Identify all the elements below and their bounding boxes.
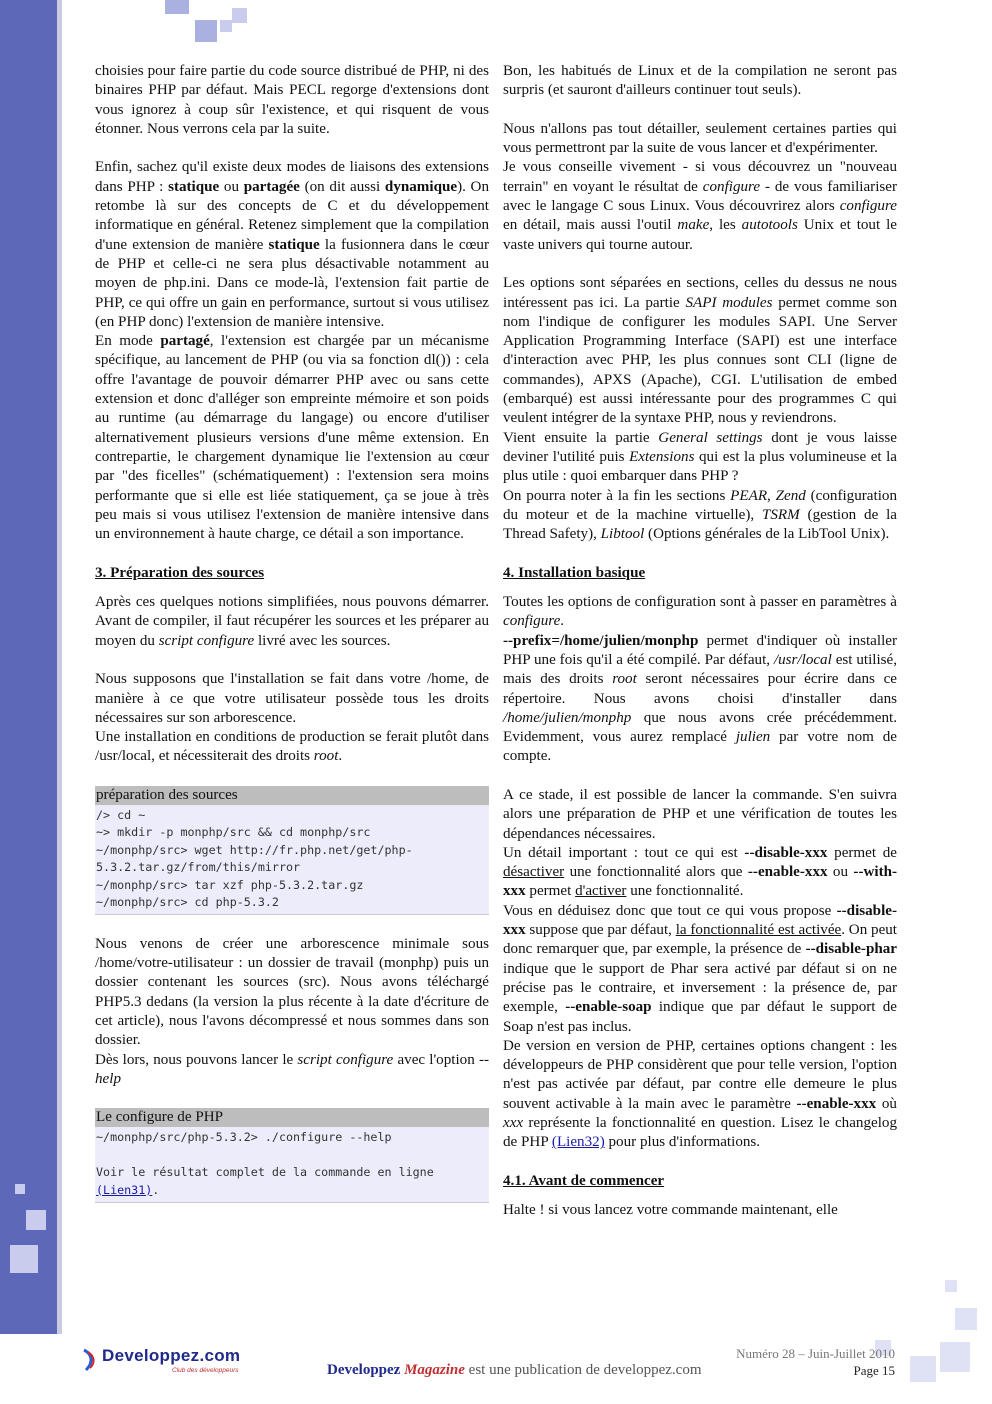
section-heading: 4. Installation basique — [503, 564, 646, 581]
decor-square — [232, 8, 247, 23]
section-heading: 3. Préparation des sources — [95, 564, 265, 581]
paragraph: A ce stade, il est possible de lancer la commande. S'en suivra alors une préparation de PHP et une vérification de toutes les dépendances nécessaires. — [503, 786, 897, 842]
code-block-content: /> cd ~ ~> mkdir -p monphp/src && cd monphp/src ~/monphp/src> wget http://fr.php.net/get/php-5.3.2.tar.gz/from/this/mirror ~/monphp/src> tar xzf php-5.3.2.tar.gz ~/monphp/src> cd php-5.3.2 — [96, 807, 413, 910]
page-sidebar — [0, 0, 57, 1334]
paragraph: On pourra noter à la fin les sections PEAR, Zend (configuration du moteur et de la machine virtuelle), TSRM (gestion de la Thread Safety), Libtool (Options générales de la LibTool Unix). — [503, 487, 898, 543]
sidebar-shadow — [57, 0, 62, 1334]
right-column — [503, 62, 897, 1221]
page-number: Page 15 — [853, 1363, 895, 1378]
paragraph: Les options sont séparées en sections, celles du dessus ne nous intéressent pas ici. La partie SAPI modules permet comme son nom l'indique de configurer les modules SAPI. Une Server Application Programming Interface (SAPI) est une interface d'interaction avec PHP, les plus connues sont CLI (ligne de commandes), APXS (Apache), CGI. L'utilisation de embed (embarqué) est aussi intéressante pour des programmes C qui veulent intégrer de la syntaxe PHP, nous y reviendrons. — [503, 275, 898, 427]
paragraph: De version en version de PHP, certaines options changent : les développeurs de PHP considèrent que pour telle version, l'option n'est pas activée par défaut, par contre elle demeure le plus souvent activable à la main avec le paramètre --enable-xxx où xxx représente la fonctionnalité en question. Lisez le changelog de PHP (Lien32) pour plus d'informations. — [503, 1037, 897, 1151]
paragraph: Une installation en conditions de production se ferait plutôt dans /usr/local, et nécessiterait des droits root. — [95, 729, 489, 765]
decor-square — [10, 1245, 38, 1273]
issue-number: Numéro 28 – Juin-Juillet 2010 — [736, 1346, 895, 1361]
paragraph: Toutes les options de configuration sont à passer en paramètres à configure. — [503, 594, 897, 630]
section-heading: 4.1. Avant de commencer — [503, 1172, 665, 1189]
decor-square — [195, 20, 217, 42]
paragraph: Je vous conseille vivement - si vous découvrez un "nouveau terrain" en voyant le résultat de configure - de vous familiariser avec le langage C sous Linux. Vous découvrirez alors configure en détail, mais aussi l'outil make, les autotools Unix et tout le vaste univers qui tourne autour. — [503, 159, 897, 253]
logo-subtitle: Club des développeurs — [172, 1367, 239, 1374]
paragraph: Nous supposons que l'installation se fait dans votre /home, de manière à ce que votre utilisateur possède tous les droits nécessaires sur son arborescence. — [95, 671, 489, 726]
decor-square — [15, 1184, 25, 1194]
paragraph: Bon, les habitués de Linux et de la compilation ne seront pas surpris (et sauront d'ailleurs continuer tout seuls). — [503, 63, 897, 99]
paragraph: Après ces quelques notions simplifiées, nous pouvons démarrer. Avant de compiler, il faut récupérer les sources et les préparer au moyen du script configure livré avec les sources. — [95, 594, 489, 649]
code-block-title: préparation des sources — [95, 786, 489, 805]
paragraph-partage: En mode partagé, l'extension est chargée par un mécanisme spécifique, au lancement de PHP (ou via sa fonction dl()) : cela offre l'avantage de pouvoir démarrer PHP avec ou sans cette extension et donc d'alléger son empreinte mémoire et son poids au runtime (au démarrage du langage) ou encore d'utiliser alternativement plusieurs versions d'une même extension. En contrepartie, le chargement dynamique lie l'extension au cœur par "des ficelles" (schématiquement) : l'extension sera moins performante que si elle est liée statiquement, ça se joue à très peu mais si vous utilisez l'extension de manière intensive dans un environnement à haute charge, ce détail a son importance. — [95, 333, 489, 543]
link-lien31[interactable]: (Lien31) — [96, 1182, 153, 1197]
code-block — [95, 1108, 489, 1203]
decor-square — [220, 20, 232, 32]
code-block-content: ~/monphp/src/php-5.3.2> ./configure --help Voir le résultat complet de la commande en ligne (Lien31). — [96, 1130, 441, 1197]
paragraph-liaisons: Enfin, sachez qu'il existe deux modes de liaisons des extensions dans PHP : statique ou partagée (on dit aussi dynamique). On retombe là sur des concepts de C et du développement informatique en général. Retenez simplement que la compilation d'une extension de manière statique la fusionnera dans le cœur de PHP et celle-ci ne sera plus désactivable notamment au moyen de php.ini. Dans ce mode-là, l'extension fait partie de PHP, ce qui offre un gain en performance, surtout si vous utilisez (en PHP donc) l'extension de manière intensive. — [95, 159, 490, 330]
paragraph: Dès lors, nous pouvons lancer le script configure avec l'option --help — [95, 1051, 489, 1087]
paragraph: Nous n'allons pas tout détailler, seulement certaines parties qui vous permettront par la suite de vous lancer et d'expérimenter. — [503, 120, 897, 157]
decor-square — [165, 0, 189, 14]
developpez-logo[interactable] — [80, 1346, 240, 1386]
code-block-title: Le configure de PHP — [95, 1108, 489, 1127]
code-block — [95, 786, 489, 915]
left-column — [95, 62, 489, 1203]
paragraph: Un détail important : tout ce qui est --disable-xxx permet de désactiver une fonctionnalité alors que --enable-xxx ou --with-xxx permet d'activer une fonctionnalité. — [503, 844, 898, 900]
decor-square — [910, 1356, 936, 1382]
decor-square — [26, 1210, 46, 1230]
paragraph: Vous en déduisez donc que tout ce qui vous propose --disable-xxx suppose que par défaut, la fonctionnalité est activée. On peut donc remarquer que, par exemple, la présence de --disable-phar indique que le support de Phar sera activé par défaut si on ne précise pas le contraire, et inversement : la présence de, par exemple, --enable-soap indique que par défaut le support de Soap n'est pas inclus. — [503, 902, 898, 1035]
paragraph: choisies pour faire partie du code source distribué de PHP, ni des binaires PHP par défaut. Mais PECL regorge d'extensions dont vous ignorez à coup sûr l'existence, et qui risquent de vous étonner. Nous verrons cela par la suite. — [95, 63, 489, 137]
paragraph: Vient ensuite la partie General settings dont je vous laisse deviner l'utilité puis Extensions qui est la plus volumineuse et la plus utile : quoi embarquer dans PHP ? — [503, 429, 897, 485]
paragraph: Halte ! si vous lancez votre commande maintenant, elle — [503, 1202, 838, 1219]
publication-line: Developpez Magazine est une publication de developpez.com — [327, 1362, 702, 1378]
logo-icon — [80, 1348, 100, 1372]
decor-square — [940, 1342, 970, 1372]
decor-square — [955, 1308, 977, 1330]
decor-square — [945, 1280, 957, 1292]
paragraph: Nous venons de créer une arborescence minimale sous /home/votre-utilisateur : un dossier de travail (monphp) puis un dossier contenant les sources (src). Nous avons téléchargé PHP5.3 dedans (la version la plus récente à la date d'écriture de cet article), nous l'avons décompressé et nous sommes dans son dossier. — [95, 935, 489, 1049]
link-lien32[interactable]: (Lien32) — [551, 1134, 605, 1151]
paragraph: --prefix=/home/julien/monphp permet d'indiquer où installer PHP une fois qu'il a été compilé. Par défaut, /usr/local est utilisé, mais des droits root seront nécessaires pour écrire dans ce répertoire. Nous avons choisi d'installer dans /home/julien/monphp que nous avons crée précédemment. Evidemment, vous aurez remplacé julien par votre nom de compte. — [503, 632, 897, 765]
logo-text: Developpez.com — [102, 1346, 241, 1365]
